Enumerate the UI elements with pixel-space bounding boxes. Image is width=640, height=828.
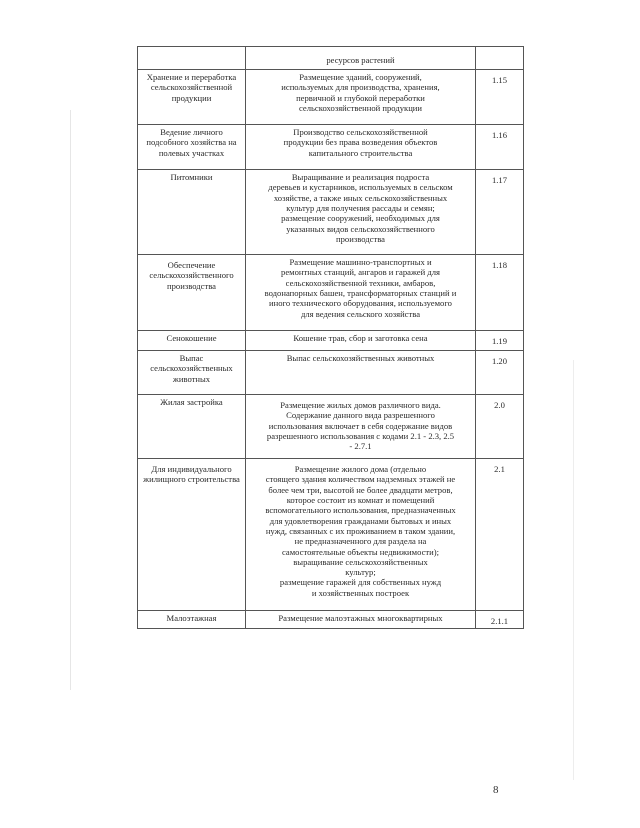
- description-line: Кошение трав, сбор и заготовка сена: [293, 333, 428, 343]
- description-line: более чем три, высотой не более двадцати метров,: [268, 484, 453, 495]
- description-line: не предназначенного для раздела на: [294, 536, 427, 547]
- description-line: вспомогательного использования, предназначенных: [265, 505, 456, 516]
- code-cell: 1.19: [476, 331, 524, 351]
- description-cell: [246, 351, 476, 395]
- description-line: используемых для производства, хранения,: [281, 82, 440, 93]
- description-line: продукции без права возведения объектов: [283, 137, 438, 148]
- description-cell: [246, 170, 476, 255]
- use-name-cell: Сенокошение: [138, 331, 246, 351]
- description-line: для ведения сельского хозяйства: [300, 308, 421, 319]
- use-name-cell: Ведение личного подсобного хозяйства на полевых участках: [138, 125, 246, 170]
- description-line: производства: [336, 233, 385, 244]
- table-row: [138, 331, 524, 351]
- code-cell: 1.17: [476, 170, 524, 255]
- description-line: сельскохозяйственной продукции: [298, 102, 422, 113]
- code-cell: 1.20: [476, 351, 524, 395]
- description-line: ресурсов растений: [326, 55, 395, 65]
- code-cell: 1.16: [476, 125, 524, 170]
- description-line: хозяйстве, а также иных сельскохозяйственных: [273, 192, 448, 203]
- table-row: [138, 255, 524, 331]
- table-row: [138, 70, 524, 125]
- description-cell: [246, 255, 476, 331]
- use-name-cell: Питомники: [138, 170, 246, 255]
- use-name-cell: Хранение и переработка сельскохозяйственной продукции: [138, 70, 246, 125]
- description-line: иного технического оборудования, используемого: [269, 298, 452, 309]
- page-number: 8: [493, 784, 499, 796]
- description-cell: [246, 125, 476, 170]
- code-cell: 2.1.1: [476, 611, 524, 629]
- description-line: выращивание сельскохозяйственных: [293, 556, 428, 567]
- description-line: ремонтных станций, ангаров и гаражей для: [281, 267, 440, 278]
- description-line: деревьев и кустарников, используемых в сельском: [268, 182, 453, 193]
- table-row: [138, 611, 524, 629]
- table-row: [138, 125, 524, 170]
- use-name-cell: Для индивидуального жилищного строительства: [138, 459, 246, 611]
- description-line: нужд, связанных с их проживанием в таком здании,: [265, 525, 456, 536]
- table-row: [138, 351, 524, 395]
- description-line: самостоятельные объекты недвижимости);: [281, 546, 440, 557]
- description-line: размещение сооружений, необходимых для: [281, 213, 440, 224]
- description-line: Размещение малоэтажных многоквартирных: [278, 613, 443, 623]
- use-name-cell: Малоэтажная: [138, 611, 246, 629]
- description-line: Размещение зданий, сооружений,: [299, 72, 422, 82]
- table-row: [138, 170, 524, 255]
- description-line: для удовлетворения гражданами бытовых и иных: [269, 515, 452, 526]
- description-line: Размещение жилого дома (отдельно: [294, 464, 427, 474]
- use-name-cell: [138, 47, 246, 70]
- description-line: Содержание данного вида разрешенного: [286, 410, 435, 421]
- description-line: сельскохозяйственной техники, амбаров,: [285, 277, 436, 288]
- scan-edge-mark: [573, 360, 574, 780]
- description-cell: [246, 459, 476, 611]
- description-cell: [246, 70, 476, 125]
- description-line: использования включает в себя содержание видов: [268, 420, 453, 431]
- description-line: Размещение жилых домов различного вида.: [280, 400, 441, 410]
- description-line: которое состоит из комнат и помещений: [286, 494, 435, 505]
- code-cell: 2.1: [476, 459, 524, 611]
- use-name-cell: Выпас сельскохозяйственных животных: [138, 351, 246, 395]
- code-cell: 1.18: [476, 255, 524, 331]
- use-name-cell: Обеспечение сельскохозяйственного производства: [138, 255, 246, 331]
- scan-edge-mark: [70, 110, 71, 690]
- description-line: Выпас сельскохозяйственных животных: [286, 353, 435, 363]
- description-line: указанных видов сельскохозяйственного: [286, 223, 435, 234]
- code-cell: 1.15: [476, 70, 524, 125]
- description-line: и хозяйственных построек: [311, 587, 410, 598]
- description-line: разрешенного использования с кодами 2.1 - 2.3, 2.5: [266, 430, 455, 441]
- description-line: культур для получения рассады и семян;: [286, 202, 435, 213]
- description-line: Размещение машинно-транспортных и: [289, 257, 432, 267]
- description-cell: [246, 395, 476, 459]
- description-line: водонапорных башен, трансформаторных станций и: [264, 287, 457, 298]
- description-line: капитального строительства: [308, 147, 413, 158]
- description-cell: [246, 331, 476, 351]
- land-use-table: [137, 46, 524, 629]
- description-line: культур;: [345, 567, 376, 578]
- description-line: стоящего здания количеством надземных этажей не: [265, 474, 456, 485]
- description-line: первичной и глубокой переработки: [296, 92, 425, 103]
- table-row: [138, 395, 524, 459]
- description-line: размещение гаражей для собственных нужд: [279, 577, 442, 588]
- code-cell: [476, 47, 524, 70]
- description-line: Производство сельскохозяйственной: [293, 127, 428, 137]
- code-cell: 2.0: [476, 395, 524, 459]
- table-row: [138, 47, 524, 70]
- description-cell: [246, 47, 476, 70]
- description-line: - 2.7.1: [349, 441, 372, 452]
- use-name-cell: Жилая застройка: [138, 395, 246, 459]
- description-cell: [246, 611, 476, 629]
- description-line: Выращивание и реализация подроста: [291, 172, 430, 182]
- table-row: [138, 459, 524, 611]
